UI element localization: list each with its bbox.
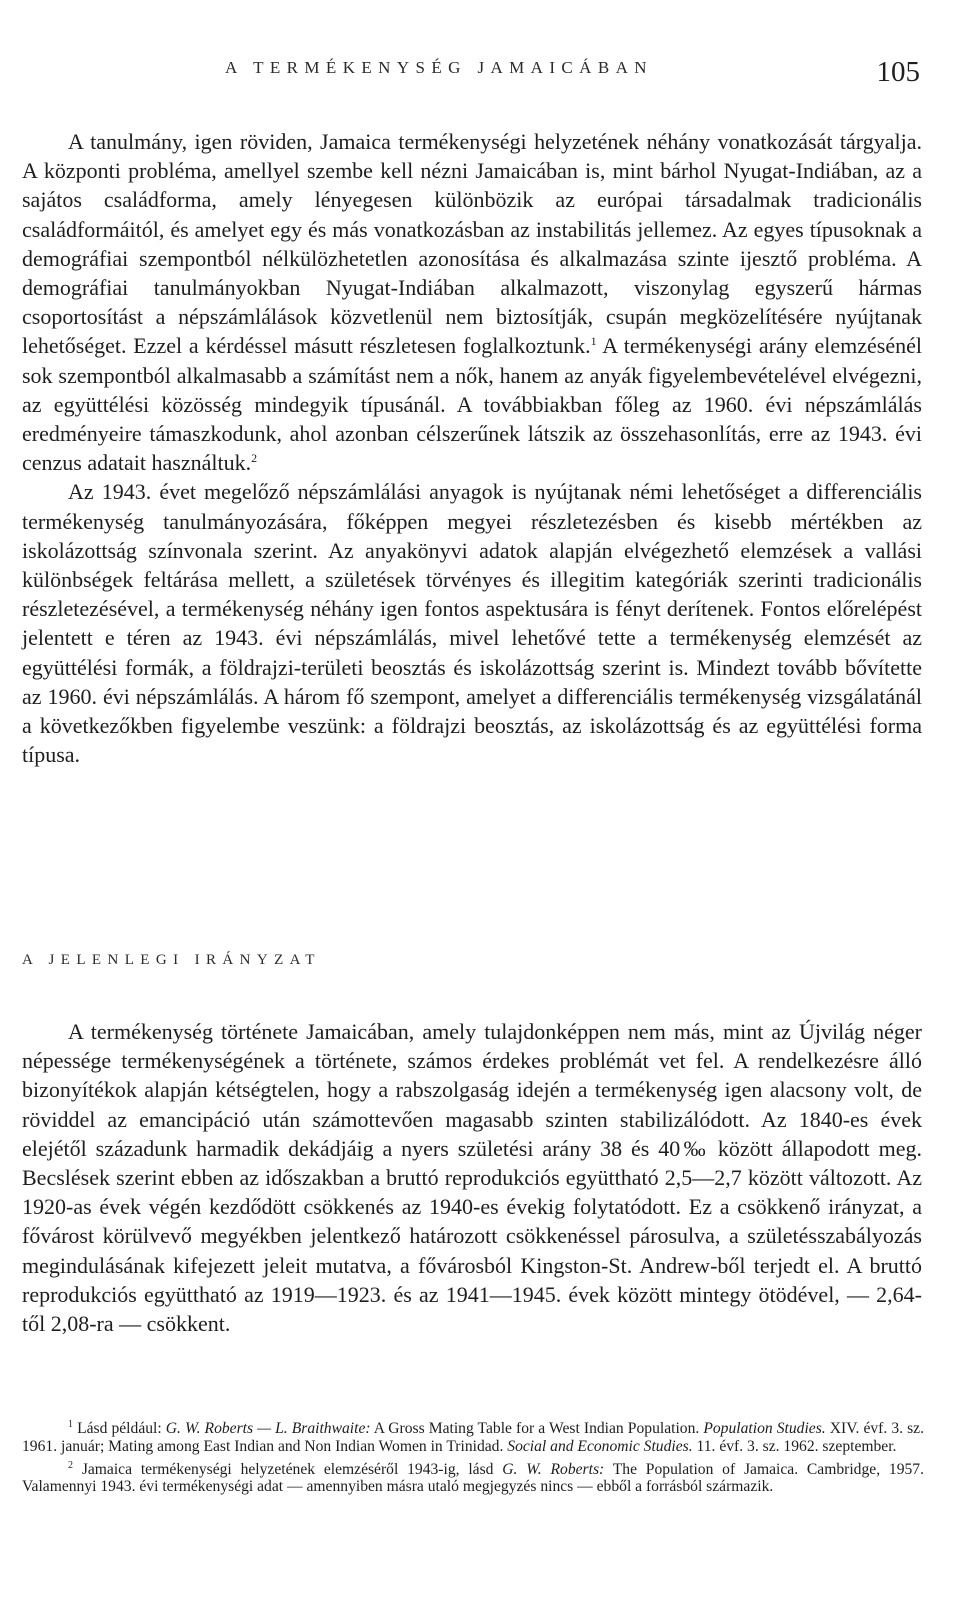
footnote-mark: 1	[68, 1419, 73, 1430]
paragraph-text: A termékenység története Jamaicában, amely tulajdonképpen nem más, mint az Újvilág néger népessége termékenységének a története, számos érdekes problémát vet fel. A rendelkezésre álló bizonyítékok alapján kétségtelen, hogy a rabszolgaság idején a termékenység igen alacsony volt, de röviddel az emancipáció után számottevően magasabb szinten stabilizálódott. Az 1840-es évek elejétől századunk harmadik dekádjáig a nyers születési arány 38 és 40	[22, 1019, 922, 1161]
footnote-1	[22, 1420, 924, 1456]
page-number: 105	[876, 56, 920, 88]
footnote-text: XIV. évf. 3. sz. 1961. január; Mating among East Indian and Non Indian Women in Trinidad.	[22, 1420, 924, 1455]
footnote-ref-1[interactable]: 1	[590, 334, 597, 349]
footnote-journal: Social and Economic Studies.	[507, 1437, 693, 1455]
footnote-text: Jamaica termékenységi helyzetének elemzéséről 1943-ig, lásd	[81, 1460, 503, 1478]
footnote-mark: 2	[68, 1459, 73, 1471]
paragraph-text: A termékenységi arány elemzésénél sok szempontból alkalmasabb a számítást nem a nők, hanem az anyák figyelembevételével elvégezni, az együttélési közösség mindegyik típusánál. A továbbiakban főleg az 1960. évi népszámlálás eredményeire támaszkodunk, ahol azonban célszerűnek látszik az összehasonlítás, erre az 1943. évi cenzus adatait használtuk.	[22, 333, 922, 476]
footnote-author: G. W. Roberts:	[502, 1460, 605, 1478]
paragraph-text: között állapodott meg. Becslések szerint ebben az időszakban a bruttó reprodukciós együttható 2,5—2,7 között változott. Az 1920-as évek végén kezdődött csökkenés az 1940-es évekig folytatódott. Ez a csökkenő irányzat, a fővárost körülvevő megyékben jelentkező határozott csökkenéssel párosulva, a születésszabályozás megindulásának kifejezett jeleit mutatva, a fővárosból Kingston-St. Andrew-ből terjedt el. A bruttó reprodukciós együttható az 1919—1923. és az 1941—1945. évek között mintegy ötödével, — 2,64-től 2,08-ra — csökkent.	[22, 1135, 922, 1337]
section-heading: A JELENLEGI IRÁNYZAT	[22, 952, 321, 968]
footnote-text: 11. évf. 3. sz. 1962. szeptember.	[692, 1437, 897, 1455]
paragraph	[22, 1017, 922, 1338]
footnote-ref-2[interactable]: 2	[251, 451, 258, 466]
section-current-trend	[22, 1017, 922, 1338]
footnote-text: Lásd például:	[77, 1420, 166, 1437]
footnote-authors: G. W. Roberts — L. Braithwaite:	[165, 1420, 371, 1437]
footnote-journal: Population Studies.	[703, 1420, 826, 1437]
paragraph: Az 1943. évet megelőző népszámlálási anyagok is nyújtanak némi lehetőséget a differenciális termékenység tanulmányozására, főképpen megyei részletezésben és kisebb mértékben az iskolázottság színvonala szerint. Az anyakönyvi adatok alapján elvégezhető elemzések a vallási különbségek feltárása mellett, a születések törvényes és illegitim kategóriák szerinti tradicionális részletezésével, a termékenység néhány igen fontos aspektusára is fényt derítenek. Fontos előrelépést jelentett e téren az 1943. évi népszámlálás, mivel lehetővé tette a termékenység elemzését az együttélési formák, a földrajzi-területi beosztás és iskolázottság szerint is. Mindezt tovább bővítette az 1960. évi népszámlálás. A három fő szempont, amelyet a differenciális termékenység vizsgálatánál a következőkben figyelembe veszünk: a földrajzi beosztás, az iskolázottság és az együttélési forma típusa.	[22, 479, 922, 768]
paragraph	[22, 127, 922, 477]
footnotes	[22, 1420, 924, 1501]
paragraph-text: A tanulmány, igen röviden, Jamaica termékenységi helyzetének néhány vonatkozását tárgyalja. A központi probléma, amellyel szembe kell nézni Jamaicában is, mint bárhol Nyugat-Indiában, az a sajátos családforma, amely lényegesen különbözik az európai társadalmak tradicionális családformáitól, és amelyet egy és más vonatkozásban az instabilitás jellemez. Az egyes típusoknak a demográfiai szempontból nélkülözhetetlen azonosítása és alkalmazása szinte ijesztő probléma. A demográfiai tanulmányokban Nyugat-Indiában alkalmazott, viszonylag egyszerű hármas csoportosítást a népszámlálások közvetlenül nem biztosítják, csupán megközelítésére nyújtanak lehetőséget. Ezzel a kérdéssel másutt részletesen foglalkoztunk.	[22, 129, 922, 359]
section-intro	[22, 127, 922, 769]
footnote-text: The Population of Jamaica. Cambridge, 1957. Valamennyi 1943. évi termékenységi adat — amennyiben másra utaló megjegyzés nincs — ebből a forrásból származik.	[22, 1460, 924, 1496]
footnote-text: A Gross Mating Table for a West Indian Population.	[370, 1420, 704, 1437]
running-head: A TERMÉKENYSÉG JAMAICÁBAN	[225, 58, 653, 77]
footnote-2	[22, 1461, 924, 1497]
permille-unit: ‰	[680, 1135, 709, 1161]
